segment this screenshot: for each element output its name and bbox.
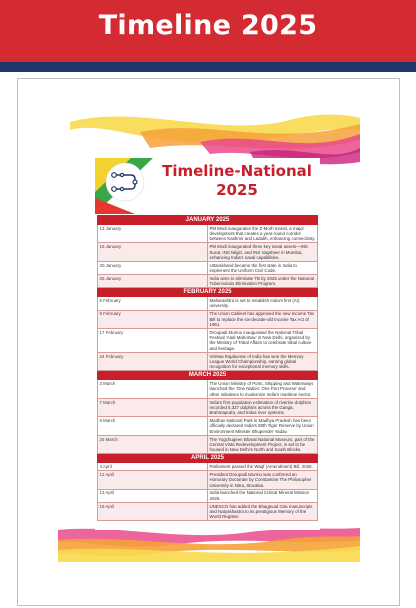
month-header-row [98,288,318,297]
event-date: 8 February [98,310,208,328]
top-banner [0,0,416,72]
month-header: APRIL 2025 [98,454,318,463]
table-row [98,502,318,520]
table-row [98,275,318,288]
month-header-row [98,216,318,225]
event-text: Uttarakhand became the first state in India to implement the Uniform Civil Code. [208,261,318,274]
event-date: 7 March [98,398,208,416]
document-title [157,162,317,200]
event-text: Maharashtra is set to establish India's first (AI) university. [208,297,318,310]
table-row [98,380,318,398]
event-date: 15 January [98,243,208,261]
event-date: 5 February [98,297,208,310]
document-title-line2: 2025 [216,181,258,199]
table-row [98,310,318,328]
timeline-table [97,215,318,521]
table-row [98,297,318,310]
table-row [98,463,318,471]
event-text: The Yugchugeen Bharat National Museum, part of the Central Vista Redevelopment Project, is set to be housed in New Delhi's North and South Blocks. [208,435,318,453]
table-row [98,398,318,416]
event-text: India's first population estimation of riverine dolphins recorded 6,327 dolphins across the Ganga, Brahmaputra, and Indus river systems. [208,398,318,416]
event-text: Parliament passed the Waqf (Amendment) Bill, 2025. [208,463,318,471]
table-row [98,489,318,502]
event-date: 13 April [98,489,208,502]
event-date: 19 April [98,502,208,520]
table-row [98,225,318,243]
event-text: UNESCO has added the Bhagavad Gita manuscripts and Natyashastra to its prestigious Memory of the World Register. [208,502,318,520]
event-date: 13 January [98,225,208,243]
event-date: 25 March [98,435,208,453]
event-date: 9 March [98,417,208,435]
table-row [98,435,318,453]
table-row [98,417,318,435]
event-date: 26 January [98,275,208,288]
banner-navy-band [0,62,416,72]
event-text: Vishwa Rajakumar of India has won the Memory League World Championship, earning global recognition for exceptional memory skills. [208,352,318,370]
table-row [98,329,318,353]
event-date: 3 March [98,380,208,398]
event-text: India aims to eliminate TB by 2025 under the National Tuberculosis Elimination Program. [208,275,318,288]
event-text: President Droupadi Murmu was conferred an Honorary Doctorate by Constantine The Philosopher University in Nitra, Slovakia. [208,471,318,489]
month-header: JANUARY 2025 [98,216,318,225]
table-row [98,352,318,370]
document-page [95,158,320,530]
document-header [95,158,320,214]
event-text: The Union Cabinet has approved the new Income Tax Bill to replace the six-decade-old Income Tax Act of 1961. [208,310,318,328]
event-date: 17 February [98,329,208,353]
event-date: 12 April [98,471,208,489]
event-text: PM Modi inaugurated three key naval assets—INS Surat, INS Nilgiri, and INS Vagsheer in Mumbai, enhancing India's naval capabilities. [208,243,318,261]
document-title-line1: Timeline-National [162,162,312,180]
month-header-row [98,371,318,380]
month-header: FEBRUARY 2025 [98,288,318,297]
event-text: Madhav National Park in Madhya Pradesh has been officially declared India's 58th Tiger Reserve by Union Environment Minister Bhupender Yadav. [208,417,318,435]
event-text: Droupadi Murmu inaugurated the National Tribal Festival 'Aadi Mahotsav' in New Delhi, organized by the Ministry of Tribal Affairs to celebrate tribal culture and heritage. [208,329,318,353]
table-row [98,261,318,274]
event-date: 20 January [98,261,208,274]
banner-title: Timeline 2025 [98,10,318,41]
event-text: PM Modi inaugurates the Z-Morh tunnel, a major development that creates a year-round corridor between Kashmir and Ladakh, enhancing connectivity. [208,225,318,243]
event-date: 4 April [98,463,208,471]
table-row [98,471,318,489]
event-date: 24 February [98,352,208,370]
event-text: India launched the National Critical Mineral Mission 2025. [208,489,318,502]
table-row [98,243,318,261]
circuit-logo-icon [95,158,153,214]
month-header: MARCH 2025 [98,371,318,380]
event-text: The Union Ministry of Ports, Shipping and Waterways launched the 'One Nation: One Port Process' and other initiatives to modernize India's maritime sector. [208,380,318,398]
month-header-row [98,454,318,463]
